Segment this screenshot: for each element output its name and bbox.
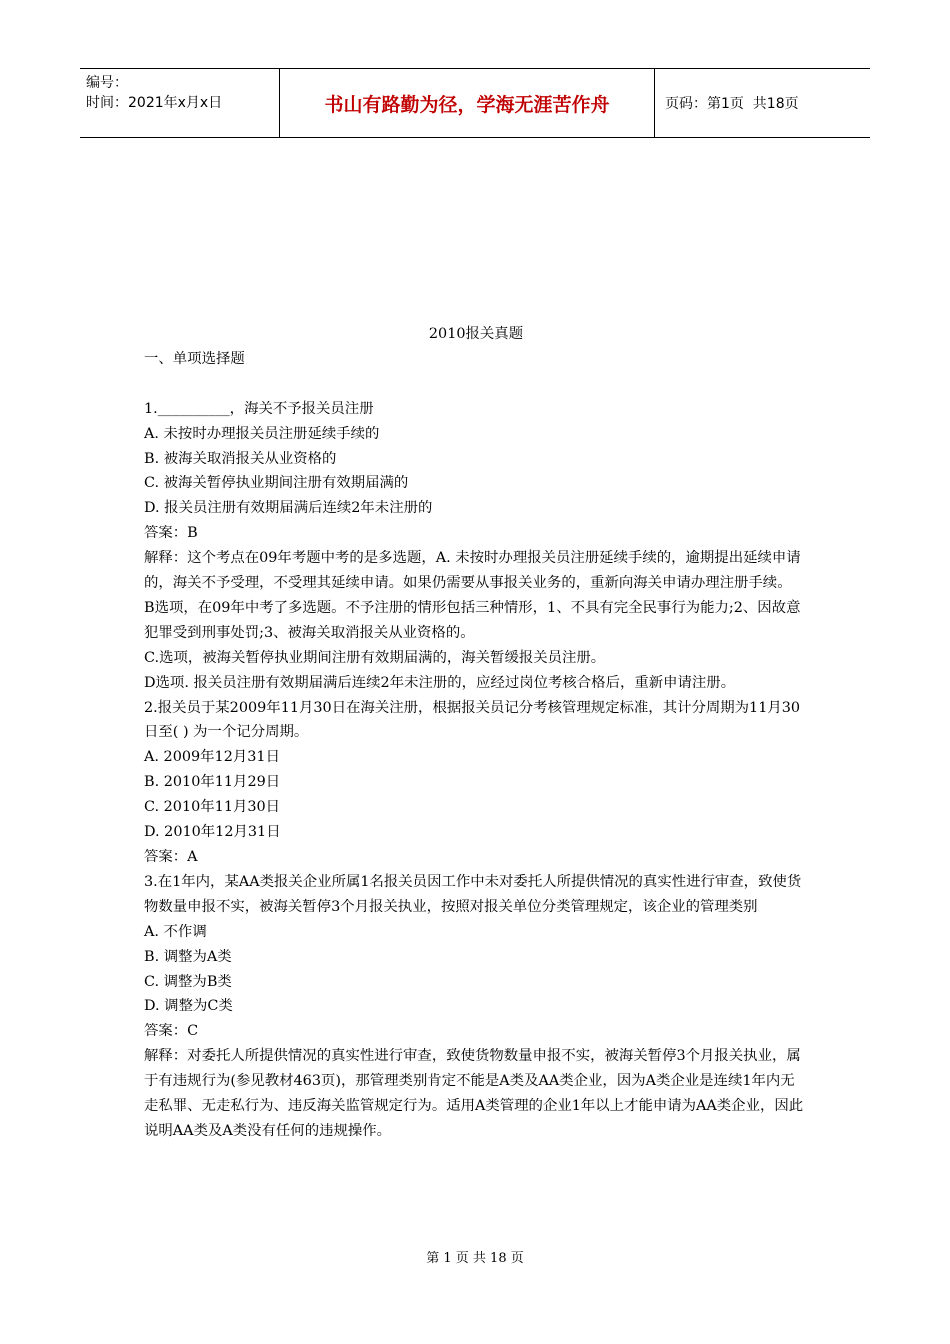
q2-option-d: D. 2010年12月31日 <box>144 824 281 841</box>
document-body <box>144 322 808 1144</box>
time-label: 时间：2021年x月x日 <box>86 95 223 111</box>
header-page-info-cell <box>655 69 870 137</box>
q2-option-b: B. 2010年11月29日 <box>144 774 281 791</box>
page-info: 页码：第1页 共18页 <box>665 96 799 112</box>
q1-explanation-b: B选项，在09年中考了多选题。不予注册的情形包括三种情形，1、不具有完全民事行为能力;2、因故意犯罪受到刑事处罚;3、被海关取消报关从业资格的。 <box>144 599 801 641</box>
q3-explanation: 解释：对委托人所提供情况的真实性进行审查，致使货物数量申报不实，被海关暂停3个月报关执业，属于有违规行为(参见教材463页)，那管理类别肯定不能是A类及AA类企业，因为A类企业是连续1年内无走私罪、无走私行为、违反海关监管规定行为。适用A类管理的企业1年以上才能申请为AA类企业，因此说明AA类及A类没有任何的违规操作。 <box>144 1048 804 1139</box>
question-1: 1.__________，海关不予报关员注册 <box>144 400 374 417</box>
number-label: 编号： <box>86 75 128 91</box>
document-title: 2010报关真题 <box>428 326 524 342</box>
page-footer: 第 1 页 共 18 页 <box>426 1251 524 1266</box>
q1-explanation-d: D选项. 报关员注册有效期届满后连续2年未注册的，应经过岗位考核合格后，重新申请注册。 <box>144 674 736 691</box>
question-3: 3.在1年内，某AA类报关企业所属1名报关员因工作中未对委托人所提供情况的真实性进行审查，致使货物数量申报不实，被海关暂停3个月报关执业，按照对报关单位分类管理规定，该企业的管理类别 <box>144 873 802 915</box>
spacer <box>144 372 808 397</box>
q1-option-b: B. 被海关取消报关从业资格的 <box>144 450 337 467</box>
header-motto: 书山有路勤为径，学海无涯苦作舟 <box>280 69 655 137</box>
q1-explanation: 解释：这个考点在09年考题中考的是多选题，A. 未按时办理报关员注册延续手续的，逾期提出延续申请的，海关不予受理，不受理其延续申请。如果仍需要从事报关业务的，重新向海关申请办理注册手续。 <box>144 550 801 592</box>
q3-option-a: A. 不作调 <box>144 923 207 940</box>
section-heading: 一、单项选择题 <box>144 350 245 367</box>
q1-answer: 答案：B <box>144 525 198 542</box>
q2-answer: 答案：A <box>144 849 198 866</box>
q3-option-b: B. 调整为A类 <box>144 948 232 965</box>
q1-option-a: A. 未按时办理报关员注册延续手续的 <box>144 425 380 442</box>
q2-option-c: C. 2010年11月30日 <box>144 799 281 816</box>
page-header <box>80 68 870 138</box>
q3-option-c: C. 调整为B类 <box>144 973 232 990</box>
question-2: 2.报关员于某2009年11月30日在海关注册，根据报关员记分考核管理规定标准，其计分周期为11月30日至( ) 为一个记分周期。 <box>144 699 801 741</box>
q3-answer: 答案：C <box>144 1023 199 1040</box>
q2-option-a: A. 2009年12月31日 <box>144 749 280 766</box>
q1-option-d: D. 报关员注册有效期届满后连续2年未注册的 <box>144 500 433 517</box>
q3-option-d: D. 调整为C类 <box>144 998 233 1015</box>
q1-option-c: C. 被海关暂停执业期间注册有效期届满的 <box>144 475 409 492</box>
header-left-cell <box>80 69 280 137</box>
q1-explanation-c: C.选项，被海关暂停执业期间注册有效期届满的，海关暂缓报关员注册。 <box>144 649 606 666</box>
